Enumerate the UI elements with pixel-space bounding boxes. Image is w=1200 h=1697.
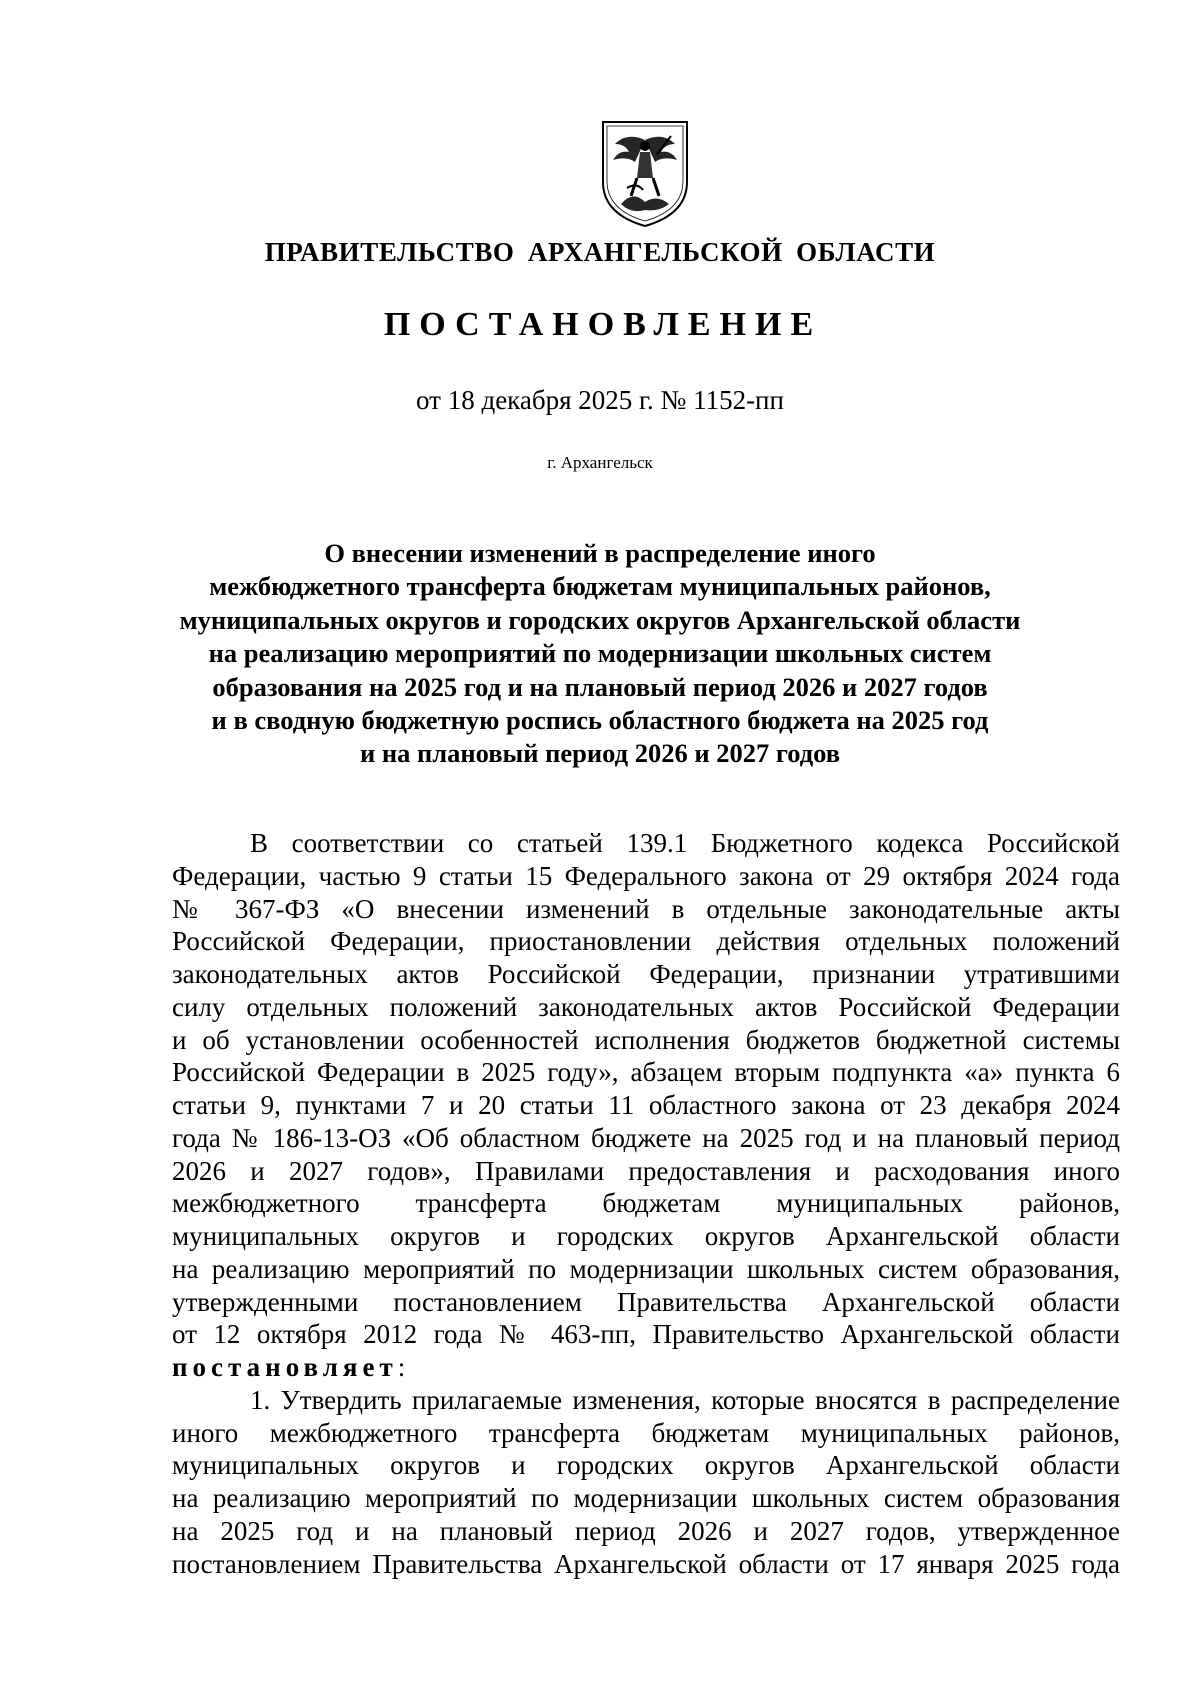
subject-line: и в сводную бюджетную роспись областного бюджета на 2025 год xyxy=(211,705,989,736)
decree-word: постановляет xyxy=(172,1352,398,1382)
document-type-title: ПОСТАНОВЛЕНИЕ xyxy=(383,306,823,343)
body-line: Российской Федерации в 2025 году», абзацем вторым подпункта «а» пункта 6 xyxy=(172,1057,1120,1088)
item-1-line: иного межбюджетного трансферта бюджетам муниципальных районов, xyxy=(172,1417,1120,1448)
body-line: межбюджетного трансферта бюджетам муниципальных районов, xyxy=(172,1188,1120,1219)
body-line: муниципальных округов и городских округов Архангельской области xyxy=(172,1221,1120,1251)
item-1-line: на реализацию мероприятий по модернизации школьных систем образования xyxy=(172,1483,1120,1513)
body-line: В соответствии со статьей 139.1 Бюджетного кодекса Российской xyxy=(250,828,1120,858)
subject-line: на реализацию мероприятий по модернизации школьных систем xyxy=(208,638,992,669)
subject-line: образования на 2025 год и на плановый период 2026 и 2027 годов xyxy=(212,671,988,702)
government-title: ПРАВИТЕЛЬСТВО АРХАНГЕЛЬСКОЙ ОБЛАСТИ xyxy=(264,237,936,267)
coat-of-arms-emblem xyxy=(597,118,693,230)
item-1-line: муниципальных округов и городских округов Архангельской области xyxy=(172,1450,1120,1481)
document-body xyxy=(172,827,1120,1580)
subject-line: О внесении изменений в распределение иного xyxy=(324,538,876,568)
body-line: № 367-ФЗ «О внесении изменений в отдельные законодательные акты xyxy=(172,893,1120,924)
body-line: на реализацию мероприятий по модернизации школьных систем образования, xyxy=(172,1253,1120,1284)
item-1-line: 1. Утвердить прилагаемые изменения, которые вносятся в распределение xyxy=(250,1384,1120,1415)
item-1-line: на 2025 год и на плановый период 2026 и 2027 годов, утвержденное xyxy=(172,1515,1120,1546)
body-line: года № 186-13-ОЗ «Об областном бюджете на 2025 год и на плановый период xyxy=(172,1122,1120,1153)
decree-line xyxy=(172,1351,1120,1384)
body-line: от 12 октября 2012 года № 463-пп, Правительство Архангельской области xyxy=(172,1319,1120,1350)
body-line: законодательных актов Российской Федерации, признании утратившими xyxy=(172,959,1120,989)
decree-colon: : xyxy=(397,1352,406,1382)
body-line: Российской Федерации, приостановлении действия отдельных положений xyxy=(172,926,1120,957)
item-1-line: постановлением Правительства Архангельской области от 17 января 2025 года xyxy=(172,1548,1120,1579)
subject-line: муниципальных округов и городских округов Архангельской области xyxy=(179,604,1021,635)
document-date-number: от 18 декабря 2025 г. № 1152-пп xyxy=(416,385,784,415)
body-line: и об установлении особенностей исполнения бюджетов бюджетной системы xyxy=(172,1024,1120,1055)
document-city: г. Архангельск xyxy=(547,453,653,472)
subject-line: межбюджетного трансферта бюджетам муниципальных районов, xyxy=(209,571,991,602)
body-line: Федерации, частью 9 статьи 15 Федерального закона от 29 октября 2024 года xyxy=(172,860,1120,891)
body-line: 2026 и 2027 годов», Правилами предоставления и расходования иного xyxy=(172,1155,1120,1186)
subject-line: и на плановый период 2026 и 2027 годов xyxy=(359,738,841,769)
body-line: утвержденными постановлением Правительства Архангельской области xyxy=(172,1286,1120,1317)
body-line: статьи 9, пунктами 7 и 20 статьи 11 областного закона от 23 декабря 2024 xyxy=(172,1090,1120,1120)
body-line: силу отдельных положений законодательных актов Российской Федерации xyxy=(172,991,1120,1022)
document-subject xyxy=(150,537,1050,771)
